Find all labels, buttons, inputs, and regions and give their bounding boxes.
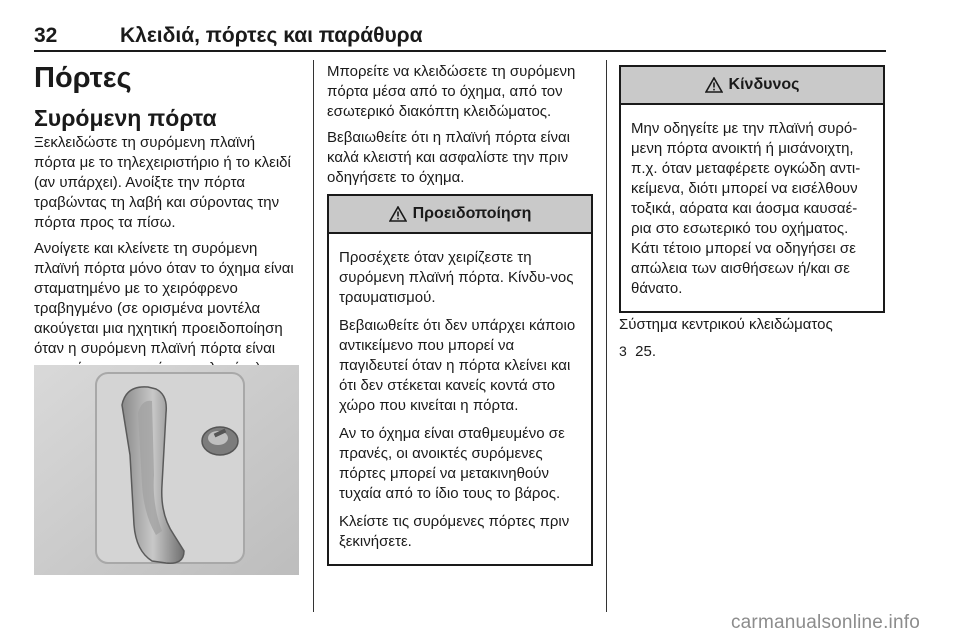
caution-paragraph: Κλείστε τις συρόμενες πόρτες πριν ξεκινήσετε. bbox=[339, 513, 570, 550]
section-title: Πόρτες bbox=[34, 62, 132, 94]
header-rule bbox=[34, 50, 886, 52]
danger-header bbox=[621, 67, 883, 105]
reference-page: 25. bbox=[635, 343, 657, 360]
caution-paragraph: Προσέχετε όταν χειρίζεστε τη συρόμενη πλαϊνή πόρτα. Κίνδυ-νος τραυματισμού. bbox=[339, 249, 574, 306]
paragraph-unlock: Ξεκλειδώστε τη συρόμενη πλαϊνή πόρτα με το τηλεχειριστήριο ή το κλειδί (αν υπάρχει). Ανοίξτε την πόρτα τραβώντας τη λαβή και σύροντας την πόρτα προς τα πίσω. bbox=[34, 134, 291, 231]
watermark: carmanualsonline.info bbox=[730, 612, 920, 633]
reference-text: Σύστημα κεντρικού κλειδώματος bbox=[619, 316, 833, 333]
danger-body bbox=[621, 105, 883, 311]
paragraph-check-closed: Βεβαιωθείτε ότι η πλαϊνή πόρτα είναι καλά κλειστή και ασφαλίστε την πριν οδηγήσετε το όχημα. bbox=[327, 129, 570, 186]
column-right bbox=[619, 60, 885, 362]
danger-paragraph: Μην οδηγείτε με την πλαϊνή συρό-μενη πόρτα ανοικτή ή μισάνοιχτη, π.χ. όταν μεταφέρετε ογκώδη αντι-κείμενα, διότι μπορεί να εισέλθουν τοξικά, αόρατα και άοσμα καυσαέ-ρια στο εσωτερικό του οχήματος. Κάτι τέτοιο μπορεί να οδηγήσει σε απώλεια των αισθήσεων ή/και σε θάνατο. bbox=[631, 120, 861, 297]
column-divider-1 bbox=[313, 60, 314, 612]
caution-paragraph: Αν το όχημα είναι σταθμευμένο σε πρανές, οι ανοικτές συρόμενες πόρτες μπορεί να μετακινηθούν τυχαία από το ίδιο τους το βάρος. bbox=[339, 425, 565, 502]
danger-box bbox=[619, 65, 885, 313]
caution-body bbox=[329, 234, 591, 564]
page-number: 32 bbox=[34, 24, 58, 47]
door-handle-drawing bbox=[34, 365, 299, 575]
paragraph-lock-inside: Μπορείτε να κλειδώσετε τη συρόμενη πόρτα μέσα από το όχημα, από τον εσωτερικό διακόπτη κλειδώματος. bbox=[327, 63, 576, 120]
caution-header bbox=[329, 196, 591, 234]
page-reference[interactable] bbox=[619, 341, 885, 362]
caution-paragraph: Βεβαιωθείτε ότι δεν υπάρχει κάποιο αντικείμενο που μπορεί να παγιδευτεί όταν η πόρτα κλείνει και ότι δεν στέκεται κανείς κοντά στο χώρο που κινείται η πόρτα. bbox=[339, 317, 576, 414]
caution-title: Προειδοποίηση bbox=[412, 205, 532, 222]
sub-title: Συρόμενη πόρτα bbox=[34, 105, 217, 131]
caution-box bbox=[327, 194, 593, 566]
warning-triangle-icon bbox=[705, 77, 723, 93]
column-left bbox=[34, 60, 300, 379]
warning-triangle-icon bbox=[389, 206, 407, 222]
column-middle bbox=[327, 60, 593, 566]
door-handle-illustration bbox=[34, 365, 299, 575]
column-divider-2 bbox=[606, 60, 607, 612]
danger-title: Κίνδυνος bbox=[728, 76, 800, 93]
reference-arrow-icon: 3 bbox=[619, 343, 627, 359]
chapter-title: Κλειδιά, πόρτες και παράθυρα bbox=[120, 24, 423, 47]
paragraph-operation: Ανοίγετε και κλείνετε τη συρόμενη πλαϊνή πόρτα μόνο όταν το όχημα είναι σταματημένο με το χειρόφρενο τραβηγμένο (σε ορισμένα μοντέλα ακούγεται μια ηχητική προειδοποίηση όταν η συρόμενη πλαϊνή πόρτα είναι bbox=[34, 240, 294, 357]
